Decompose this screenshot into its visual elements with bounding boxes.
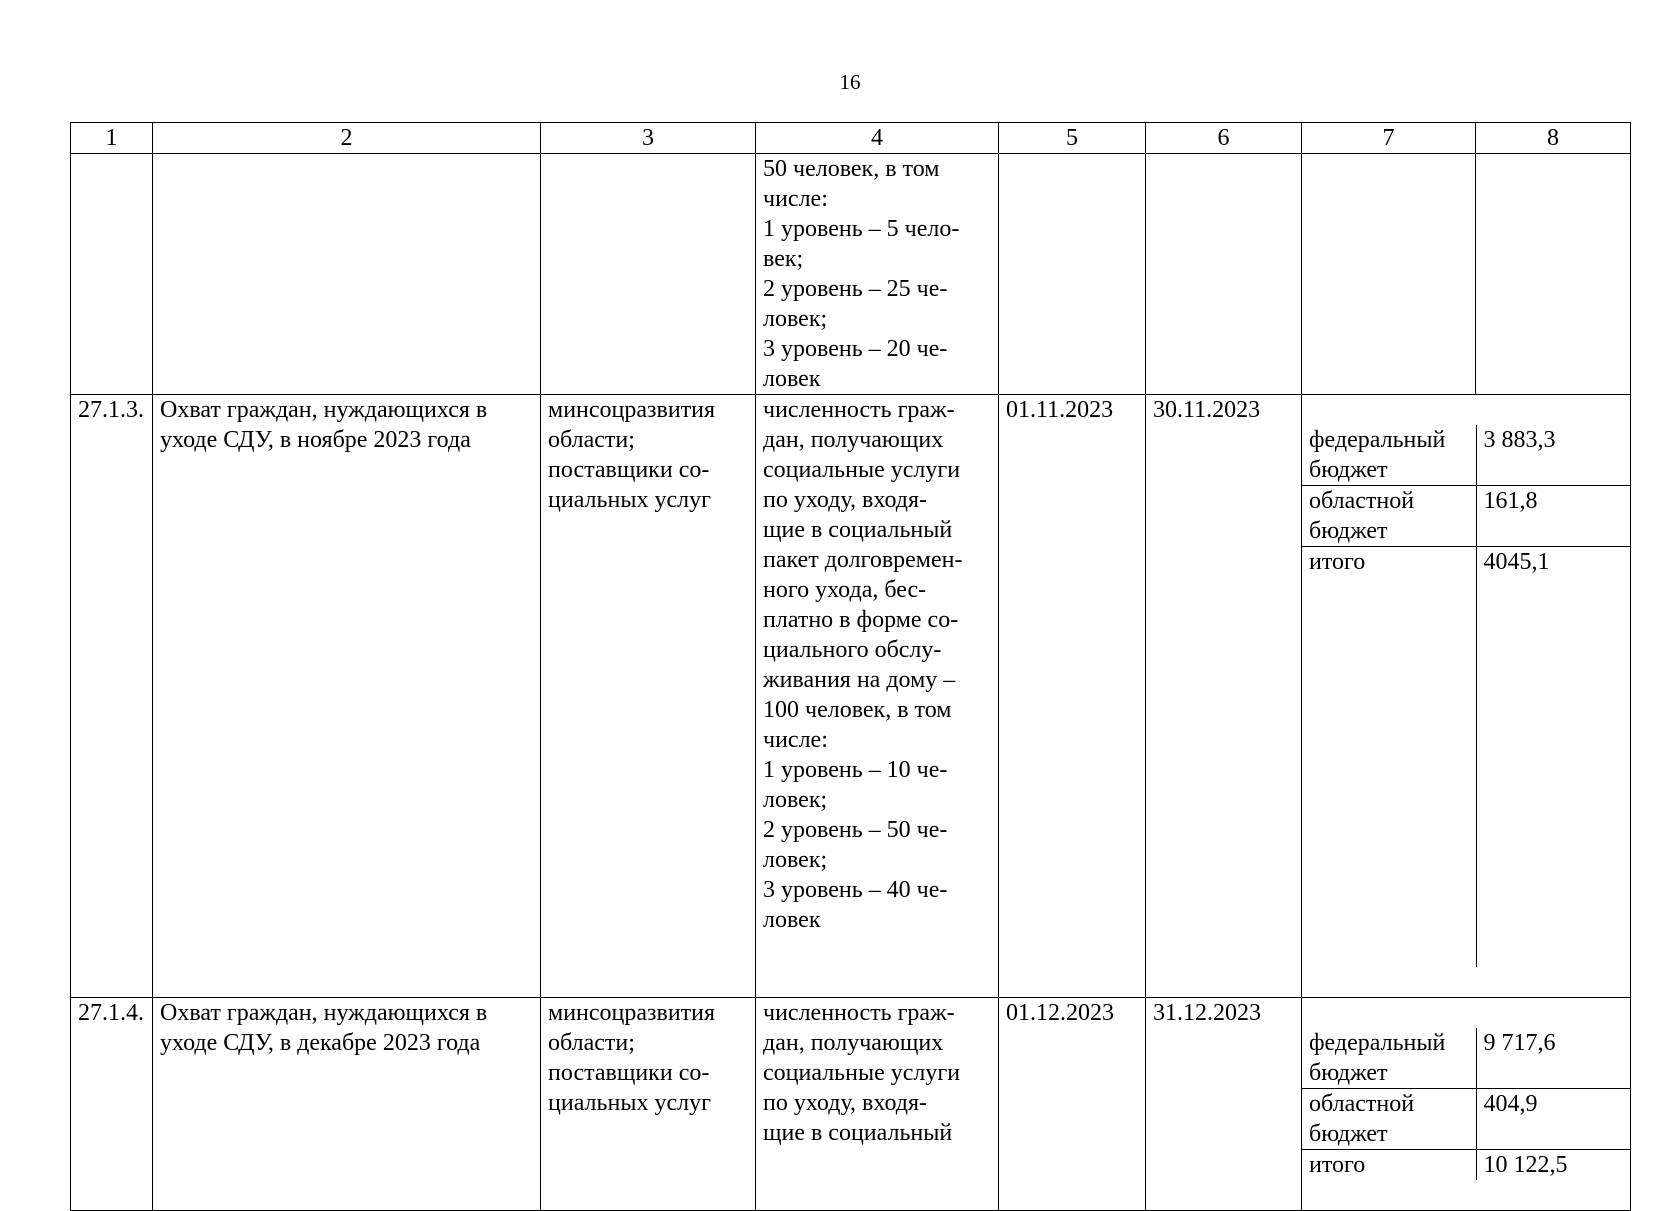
funding-source: областной бюджет	[1302, 1088, 1476, 1149]
table-row-continuation	[71, 154, 1631, 395]
measures-table	[70, 122, 1631, 1211]
table-row	[71, 997, 1631, 1210]
funding-amount: 4045,1	[1483, 549, 1550, 575]
row-number: 27.1.4.	[71, 997, 153, 1210]
funding-source: итого	[1302, 1149, 1476, 1180]
funding-row	[1302, 486, 1631, 547]
cell-source	[1302, 154, 1476, 395]
funding-cell	[1302, 997, 1631, 1210]
funding-cell	[1302, 395, 1631, 998]
header-col-3: 3	[541, 123, 756, 154]
cell-num	[71, 154, 153, 395]
end-date: 30.11.2023	[1146, 395, 1302, 998]
funding-row	[1302, 1028, 1631, 1089]
cell-amount	[1476, 154, 1631, 395]
cell-executor	[541, 154, 756, 395]
header-col-4: 4	[756, 123, 999, 154]
measure-name: Охват граждан, нуждающихся в уходе СДУ, в декабре 2023 года	[153, 997, 541, 1210]
funding-source: областной бюджет	[1302, 486, 1476, 547]
page-number: 16	[839, 70, 861, 94]
funding-amount: 10 122,5	[1483, 1151, 1568, 1178]
executor: минсоцразвития области; поставщики со- циальных услуг	[541, 997, 756, 1210]
measure-name: Охват граждан, нуждающихся в уходе СДУ, в ноябре 2023 года	[153, 395, 541, 998]
end-date: 31.12.2023	[1146, 997, 1302, 1210]
row-number: 27.1.3.	[71, 395, 153, 998]
funding-table	[1302, 425, 1631, 967]
executor: минсоцразвития области; поставщики со- циальных услуг	[541, 395, 756, 998]
start-date: 01.12.2023	[999, 997, 1146, 1210]
table-header-row	[71, 123, 1631, 154]
funding-source: итого	[1302, 547, 1476, 967]
indicator: численность граж- дан, получающих социальные услуги по уходу, входя- щие в социальный пакет долговремен- ного ухода, бес- платно в форме со- циального обслу- живания на дому – 100 человек, в том числе: 1 уровень – 10 че- ловек; 2 уровень – 50 че- ловек; 3 уровень – 40 че- ловек	[756, 395, 999, 998]
header-col-2: 2	[153, 123, 541, 154]
funding-source: федеральный бюджет	[1302, 425, 1476, 486]
header-col-5: 5	[999, 123, 1146, 154]
funding-row	[1302, 1149, 1631, 1180]
header-col-1: 1	[71, 123, 153, 154]
funding-row	[1302, 1088, 1631, 1149]
cell-end	[1146, 154, 1302, 395]
funding-amount: 3 883,3	[1476, 425, 1631, 486]
header-col-7: 7	[1302, 123, 1476, 154]
funding-amount: 9 717,6	[1476, 1028, 1631, 1089]
funding-row	[1302, 547, 1631, 967]
cell-name	[153, 154, 541, 395]
header-col-8: 8	[1476, 123, 1631, 154]
indicator: численность граж- дан, получающих социальные услуги по уходу, входя- щие в социальный	[756, 997, 999, 1210]
funding-amount: 404,9	[1476, 1088, 1631, 1149]
funding-source: федеральный бюджет	[1302, 1028, 1476, 1089]
funding-table	[1302, 1028, 1631, 1180]
table-row	[71, 395, 1631, 998]
funding-row	[1302, 425, 1631, 486]
cell-start	[999, 154, 1146, 395]
start-date: 01.11.2023	[999, 395, 1146, 998]
cell-indicator: 50 человек, в том числе: 1 уровень – 5 чело- век; 2 уровень – 25 че- ловек; 3 уровень – 20 че- ловек	[756, 154, 999, 395]
header-col-6: 6	[1146, 123, 1302, 154]
funding-amount: 161,8	[1476, 486, 1631, 547]
